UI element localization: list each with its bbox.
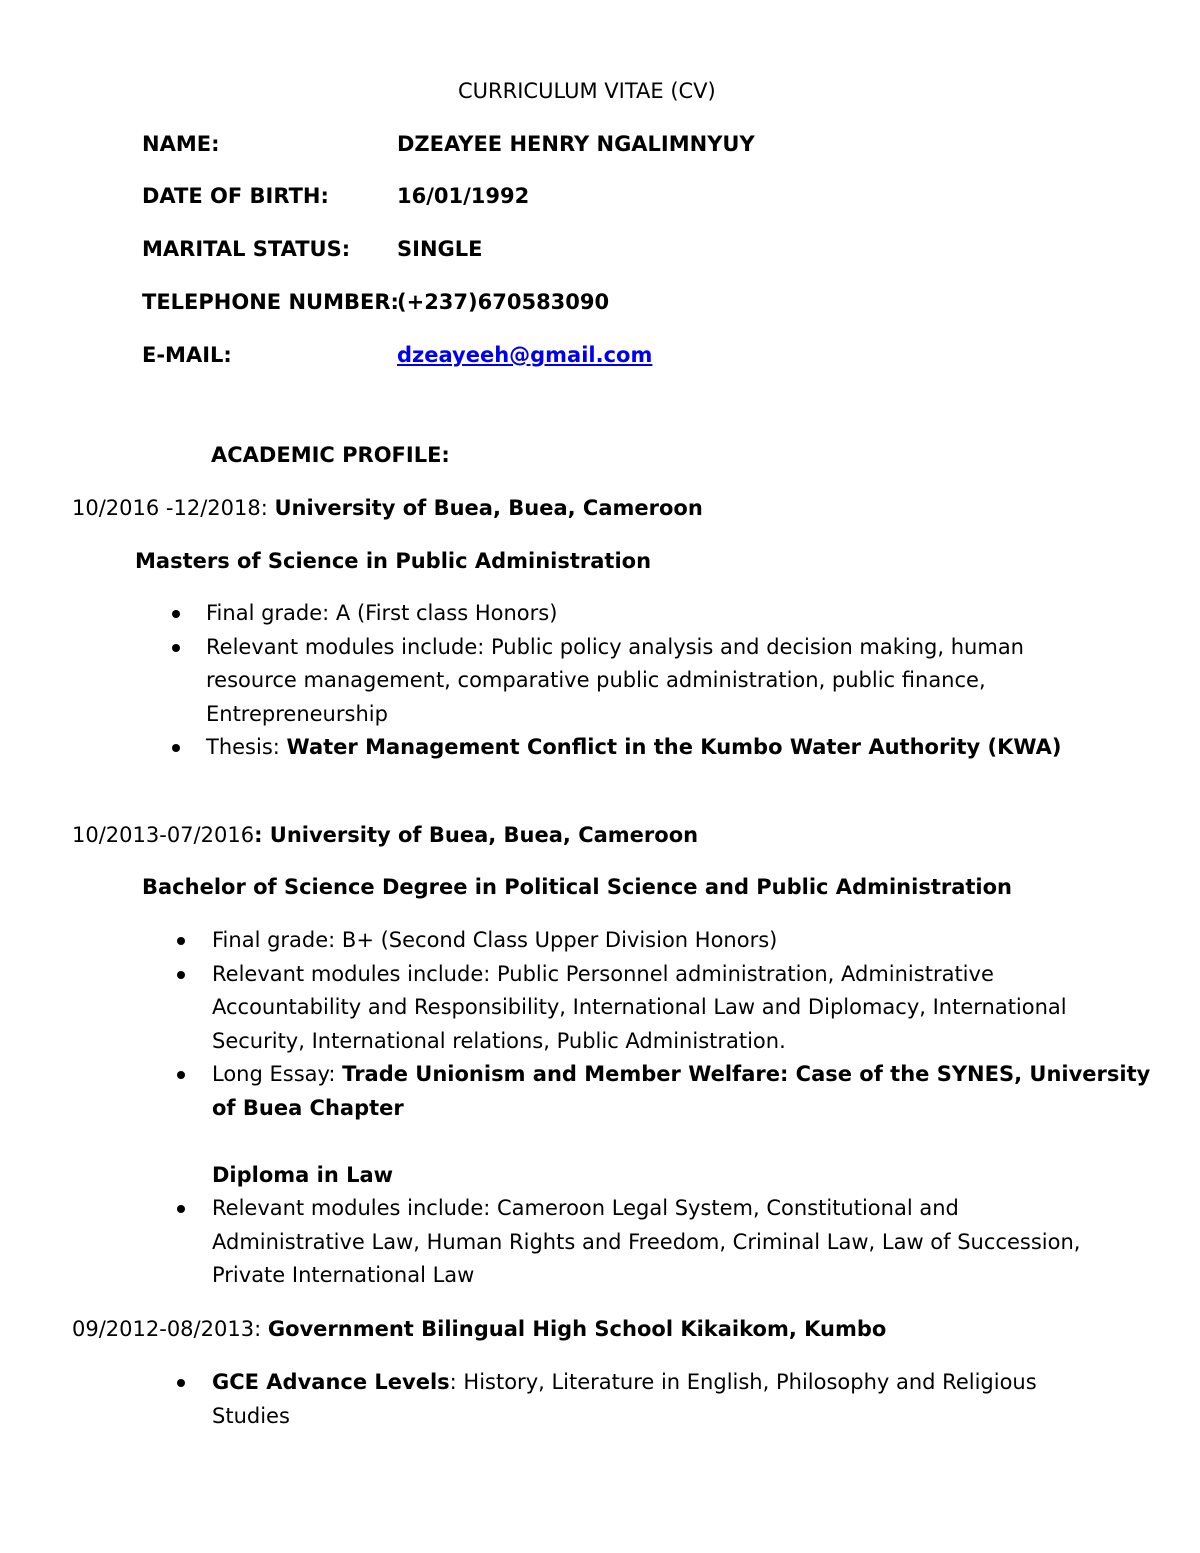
entry-2-institution: University of Buea, Buea, Cameroon	[269, 823, 699, 847]
diploma-modules-line-2: Administrative Law, Human Rights and Freedom, Criminal Law, Law of Succession,	[212, 1230, 1081, 1254]
name-label: NAME:	[142, 132, 220, 156]
bullet-icon	[172, 744, 180, 752]
entry-1-thesis	[206, 731, 1062, 765]
bullet-icon	[177, 1071, 185, 1079]
entry-1-period: 10/2016 -12/2018	[72, 496, 261, 520]
thesis-label: Thesis:	[206, 735, 287, 759]
entry-3-gce-line-1	[212, 1366, 1037, 1400]
dob-label: DATE OF BIRTH:	[142, 184, 329, 208]
entry-2-modules-line-1: Relevant modules include: Public Personnel administration, Administrative	[212, 962, 994, 986]
essay-title-1: Trade Unionism and Member Welfare: Case of the SYNES, University	[342, 1062, 1151, 1086]
dob-value: 16/01/1992	[397, 184, 530, 208]
telephone-label: TELEPHONE NUMBER:	[142, 290, 399, 314]
bullet-icon	[177, 1379, 185, 1387]
entry-1-institution: University of Buea, Buea, Cameroon	[274, 496, 703, 520]
email-link[interactable]: dzeayeeh@gmail.com	[397, 343, 653, 367]
entry-2-grade: Final grade: B+ (Second Class Upper Division Honors)	[212, 928, 778, 952]
entry-1-modules-line-2: resource management, comparative public administration, public finance,	[206, 668, 986, 692]
bullet-icon	[172, 644, 180, 652]
entry-2-modules-line-3: Security, International relations, Public Administration.	[212, 1029, 786, 1053]
entry-2-degree: Bachelor of Science Degree in Political Science and Public Administration	[142, 875, 1013, 899]
email-label: E-MAIL:	[142, 343, 232, 367]
bullet-icon	[177, 937, 185, 945]
essay-label: Long Essay:	[212, 1062, 343, 1086]
entry-2-modules-line-2: Accountability and Responsibility, International Law and Diplomacy, International	[212, 995, 1067, 1019]
entry-2-essay-line-1	[212, 1058, 1150, 1092]
entry-2-essay-line-2: of Buea Chapter	[212, 1096, 404, 1120]
marital-status-value: SINGLE	[397, 237, 483, 261]
entry-1-modules-line-1: Relevant modules include: Public policy analysis and decision making, human	[206, 635, 1024, 659]
entry-1-modules-line-3: Entrepreneurship	[206, 702, 388, 726]
entry-1-grade: Final grade: A (First class Honors)	[206, 601, 558, 625]
bullet-icon	[172, 610, 180, 618]
diploma-heading: Diploma in Law	[212, 1163, 394, 1187]
entry-2-heading: 10/2013-07/2016: University of Buea, Buea, Cameroon	[72, 823, 699, 847]
entry-3-period: 09/2012-08/2013	[72, 1317, 255, 1341]
academic-profile-heading: ACADEMIC PROFILE:	[211, 443, 450, 467]
entry-3-heading: 09/2012-08/2013: Government Bilingual High School Kikaikom, Kumbo	[72, 1317, 887, 1341]
bullet-icon	[177, 971, 185, 979]
gce-subjects: : History, Literature in English, Philosophy and Religious	[449, 1370, 1037, 1394]
entry-2-period: 10/2013-07/2016	[72, 823, 255, 847]
email-value[interactable]	[397, 342, 652, 369]
gce-label: GCE Advance Levels	[212, 1370, 450, 1394]
entry-3-gce-line-2: Studies	[212, 1404, 290, 1428]
name-value: DZEAYEE HENRY NGALIMNYUY	[397, 132, 755, 156]
entry-1-heading: 10/2016 -12/2018: University of Buea, Buea, Cameroon	[72, 496, 703, 520]
marital-status-label: MARITAL STATUS:	[142, 237, 351, 261]
diploma-modules-line-3: Private International Law	[212, 1263, 475, 1287]
entry-3-institution: Government Bilingual High School Kikaikom, Kumbo	[267, 1317, 887, 1341]
document-title: CURRICULUM VITAE (CV)	[458, 79, 716, 103]
telephone-value: (+237)670583090	[397, 290, 610, 314]
thesis-title: Water Management Conflict in the Kumbo Water Authority (KWA)	[286, 735, 1062, 759]
diploma-modules-line-1: Relevant modules include: Cameroon Legal System, Constitutional and	[212, 1196, 959, 1220]
entry-1-degree: Masters of Science in Public Administration	[135, 549, 652, 573]
bullet-icon	[177, 1205, 185, 1213]
